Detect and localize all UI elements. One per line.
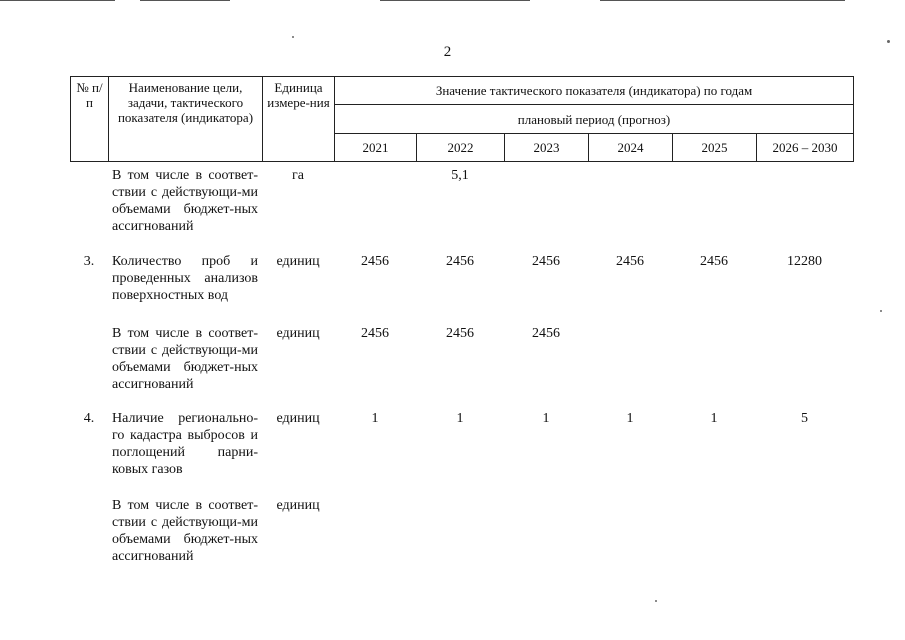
header-year: 2023 <box>505 134 589 162</box>
unit-cell: единиц <box>276 326 320 341</box>
value-cell <box>334 167 416 253</box>
unit-cell: единиц <box>276 254 320 269</box>
indicator-name: В том числе в соответ-ствии с действующи-ми объемами бюджет-ных ассигнований <box>112 498 258 564</box>
value-cell: 2456 <box>361 326 389 341</box>
header-planned-period: плановый период (прогноз) <box>335 105 854 134</box>
scan-speck <box>887 40 890 43</box>
value-cell <box>756 497 853 577</box>
header-year: 2024 <box>589 134 673 162</box>
header-year: 2026 – 2030 <box>757 134 854 162</box>
value-cell <box>756 167 853 253</box>
scan-top-edge <box>380 0 530 1</box>
row-number <box>70 497 108 577</box>
header-name: Наименование цели, задачи, тактического показателя (индикатора) <box>109 77 263 162</box>
value-cell: 2456 <box>532 326 560 341</box>
table-row <box>70 410 853 497</box>
value-cell <box>588 497 672 577</box>
row-number <box>70 325 108 410</box>
value-cell <box>416 497 504 577</box>
value-cell: 5 <box>801 411 808 426</box>
indicator-name: Количество проб и проведенных анализов поверхностных вод <box>112 254 258 303</box>
indicator-name: В том числе в соответ-ствии с действующи-ми объемами бюджет-ных ассигнований <box>112 168 258 234</box>
value-cell <box>756 325 853 410</box>
scan-top-edge <box>0 0 115 1</box>
table-row <box>70 167 853 253</box>
page-number: 2 <box>443 44 452 60</box>
value-cell: 2456 <box>616 254 644 269</box>
value-cell <box>504 167 588 253</box>
value-cell: 2456 <box>446 326 474 341</box>
table-header <box>70 76 854 162</box>
value-cell: 5,1 <box>451 168 469 183</box>
scan-speck <box>292 36 294 38</box>
value-cell: 1 <box>542 411 550 426</box>
value-cell <box>672 325 756 410</box>
scan-speck <box>655 600 657 602</box>
indicator-name: Наличие регионально-го кадастра выбросов и поглощений парни-ковых газов <box>112 411 258 477</box>
table-row <box>70 325 853 410</box>
value-cell: 1 <box>710 411 718 426</box>
scan-top-edge <box>600 0 845 1</box>
value-cell <box>672 497 756 577</box>
row-number <box>70 167 108 253</box>
value-cell <box>504 497 588 577</box>
value-cell <box>588 325 672 410</box>
value-cell <box>672 167 756 253</box>
value-cell: 1 <box>456 411 464 426</box>
table-body <box>70 167 853 577</box>
value-cell: 2456 <box>446 254 474 269</box>
value-cell: 2456 <box>361 254 389 269</box>
scan-speck <box>880 310 882 312</box>
unit-cell: единиц <box>276 411 320 426</box>
unit-cell: единиц <box>276 498 320 513</box>
header-no: № п/п <box>71 77 109 162</box>
header-value-group: Значение тактического показателя (индикатора) по годам <box>335 77 854 105</box>
value-cell: 2456 <box>700 254 728 269</box>
value-cell: 1 <box>371 411 379 426</box>
row-number: 4. <box>83 411 95 426</box>
unit-cell: га <box>292 168 304 183</box>
value-cell: 2456 <box>532 254 560 269</box>
value-cell <box>588 167 672 253</box>
value-cell: 1 <box>626 411 634 426</box>
header-year: 2021 <box>335 134 417 162</box>
value-cell: 12280 <box>787 254 822 269</box>
indicator-name: В том числе в соответ-ствии с действующи-ми объемами бюджет-ных ассигнований <box>112 326 258 392</box>
scan-top-edge <box>140 0 230 1</box>
header-unit: Единица измере-ния <box>263 77 335 162</box>
row-number: 3. <box>83 254 95 269</box>
table-row <box>70 497 853 577</box>
header-year: 2025 <box>673 134 757 162</box>
value-cell <box>334 497 416 577</box>
table-row <box>70 253 853 325</box>
header-year: 2022 <box>417 134 505 162</box>
